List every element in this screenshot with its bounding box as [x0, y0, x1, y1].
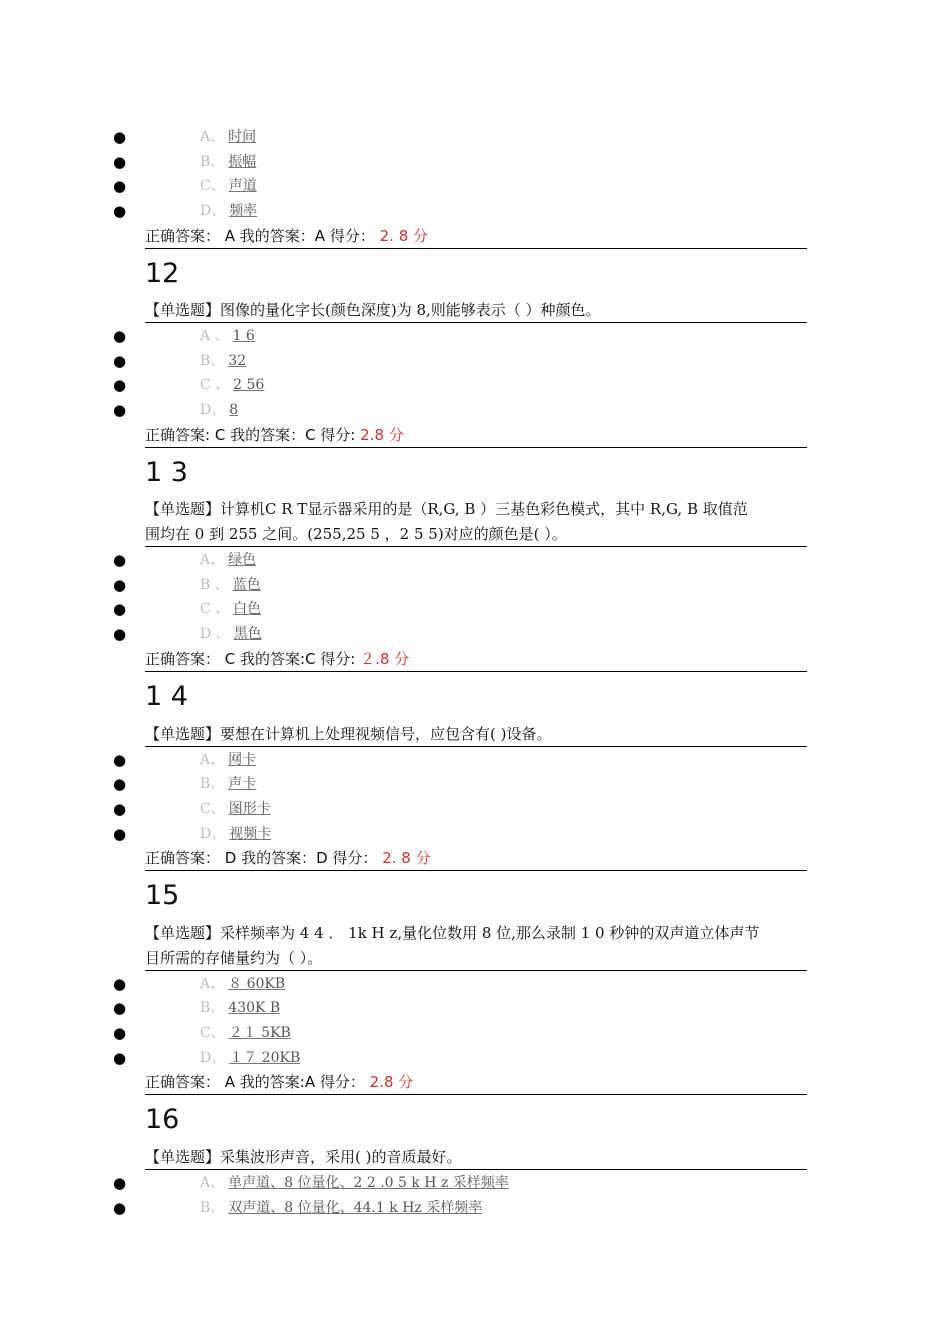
option-row[interactable] — [0, 199, 950, 223]
answer-line — [145, 423, 807, 448]
option-row[interactable] — [0, 972, 950, 996]
question-text: 【单选题】要想在计算机上处理视频信号，应包含有( )设备。 — [145, 722, 807, 747]
option-row[interactable] — [0, 324, 950, 348]
option-row[interactable] — [0, 373, 950, 397]
bullet-icon: ● — [113, 551, 127, 569]
option-row[interactable] — [0, 996, 950, 1020]
option-label: A 、 — [200, 328, 229, 344]
option-label: C、 — [200, 801, 225, 817]
score-value: 2. 8 分 — [382, 849, 431, 867]
question-text: 【单选题】采集波形声音，采用( )的音质最好。 — [145, 1145, 807, 1170]
bullet-icon: ● — [113, 401, 127, 419]
option-label: B、 — [200, 1000, 225, 1016]
option-row[interactable] — [0, 622, 950, 646]
answer-line — [145, 647, 807, 672]
bullet-icon: ● — [113, 153, 127, 171]
option-text[interactable]: ２１ 5KB — [228, 1025, 291, 1041]
answer-line — [145, 1070, 807, 1095]
option-text[interactable]: 声道 — [228, 178, 257, 194]
bullet-icon: ● — [113, 825, 127, 843]
option-label: C 、 — [200, 601, 230, 617]
option-text[interactable]: 白色 — [233, 601, 262, 617]
option-text[interactable]: 430K B — [228, 1000, 281, 1016]
option-row[interactable] — [0, 548, 950, 572]
bullet-icon: ● — [113, 376, 127, 394]
option-label: B、 — [200, 1200, 225, 1216]
option-text[interactable]: 1 6 — [232, 328, 255, 344]
answer-line — [145, 846, 807, 871]
bullet-icon: ● — [113, 128, 127, 146]
question-text-line1: 【单选题】采样频率为 4 4 ． 1k H z,量化位数用 8 位,那么录制 1 0 秒钟的双声道立体声节 — [145, 924, 760, 942]
option-label: C、 — [200, 178, 225, 194]
answer-text: 正确答案： A 我的答案：A 得分： — [145, 227, 375, 245]
question-number: 1 3 — [145, 457, 188, 488]
option-text[interactable]: 时间 — [228, 129, 257, 145]
option-text[interactable]: 网卡 — [228, 752, 257, 768]
option-text[interactable]: 振幅 — [228, 154, 257, 170]
score-value: 2. 8 分 — [379, 227, 429, 245]
option-label: C 、 — [200, 377, 230, 393]
bullet-icon: ● — [113, 600, 127, 618]
answer-line — [145, 224, 807, 249]
bullet-icon: ● — [113, 975, 127, 993]
option-row[interactable] — [0, 597, 950, 621]
option-row[interactable] — [0, 398, 950, 422]
option-row[interactable] — [0, 1046, 950, 1070]
bullet-icon: ● — [113, 775, 127, 793]
option-text[interactable]: 8 — [229, 402, 239, 418]
option-row[interactable] — [0, 748, 950, 772]
option-row[interactable] — [0, 797, 950, 821]
option-text[interactable]: 图形卡 — [228, 801, 271, 817]
answer-text: 正确答案: C 我的答案：C 得分: — [145, 426, 356, 444]
bullet-icon: ● — [113, 999, 127, 1017]
answer-text: 正确答案： A 我的答案:A 得分： — [145, 1073, 365, 1091]
option-text[interactable]: 绿色 — [228, 552, 257, 568]
bullet-icon: ● — [113, 1174, 127, 1192]
option-label: D 、 — [200, 626, 230, 642]
option-text[interactable]: 黑色 — [233, 626, 262, 642]
question-text-line2: 目所需的存储量约为（ ）。 — [145, 946, 807, 971]
option-label: C、 — [200, 1025, 225, 1041]
option-row[interactable] — [0, 1171, 950, 1195]
option-text[interactable]: 2 56 — [233, 377, 265, 393]
option-row[interactable] — [0, 772, 950, 796]
option-label: B、 — [200, 154, 225, 170]
option-label: B、 — [200, 776, 225, 792]
question-number: 15 — [145, 880, 180, 911]
option-row[interactable] — [0, 1196, 950, 1220]
option-text[interactable]: 频率 — [229, 203, 258, 219]
bullet-icon: ● — [113, 1199, 127, 1217]
bullet-icon: ● — [113, 1024, 127, 1042]
option-text[interactable]: 视频卡 — [229, 826, 272, 842]
bullet-icon: ● — [113, 177, 127, 195]
option-label: D、 — [200, 402, 226, 418]
question-number: 1 4 — [145, 681, 188, 712]
score-value: 2.8 分 — [369, 1073, 414, 1091]
option-row[interactable] — [0, 150, 950, 174]
bullet-icon: ● — [113, 576, 127, 594]
score-value: 2.8 分 — [360, 426, 404, 444]
bullet-icon: ● — [113, 1049, 127, 1067]
option-text[interactable]: 单声道、8 位量化、2 2 .0 5 k H z 采样频率 — [228, 1175, 509, 1191]
option-label: A、 — [200, 129, 225, 145]
bullet-icon: ● — [113, 327, 127, 345]
option-row[interactable] — [0, 174, 950, 198]
question-text-line2: 围均在 0 到 255 之间。(255,25 5 ，2 5 5)对应的颜色是( ）。 — [145, 522, 807, 547]
option-label: A、 — [200, 552, 225, 568]
option-label: A、 — [200, 976, 225, 992]
question-number: 12 — [145, 258, 180, 289]
option-label: D、 — [200, 826, 226, 842]
option-label: B、 — [200, 353, 225, 369]
option-row[interactable] — [0, 125, 950, 149]
option-row[interactable] — [0, 1021, 950, 1045]
option-text[interactable]: 32 — [228, 353, 247, 369]
bullet-icon: ● — [113, 751, 127, 769]
option-label: D、 — [200, 203, 226, 219]
option-row[interactable] — [0, 573, 950, 597]
answer-text: 正确答案： D 我的答案：D 得分： — [145, 849, 378, 867]
question-text-line1: 【单选题】计算机C R T显示器采用的是（R,G, B ）三基色彩色模式，其中 R,G, B 取值范 — [145, 500, 748, 518]
score-value: ２.8 分 — [360, 650, 410, 668]
question-number: 16 — [145, 1104, 180, 1135]
option-text[interactable]: ８ 60KB — [228, 976, 286, 992]
option-text[interactable]: 蓝色 — [232, 577, 261, 593]
option-label: B 、 — [200, 577, 229, 593]
bullet-icon: ● — [113, 352, 127, 370]
question-text: 【单选题】图像的量化字长(颜色深度)为 8,则能够表示（ ）种颜色。 — [145, 298, 807, 323]
option-label: A、 — [200, 752, 225, 768]
option-text[interactable]: 双声道、8 位量化、44.1 k Hz 采样频率 — [228, 1200, 483, 1216]
option-label: A、 — [200, 1175, 225, 1191]
option-row[interactable] — [0, 349, 950, 373]
option-row[interactable] — [0, 822, 950, 846]
answer-text: 正确答案： C 我的答案:C 得分: — [145, 650, 356, 668]
option-text[interactable]: １７ 20KB — [229, 1050, 301, 1066]
bullet-icon: ● — [113, 800, 127, 818]
bullet-icon: ● — [113, 625, 127, 643]
bullet-icon: ● — [113, 202, 127, 220]
option-text[interactable]: 声卡 — [228, 776, 257, 792]
option-label: D、 — [200, 1050, 226, 1066]
